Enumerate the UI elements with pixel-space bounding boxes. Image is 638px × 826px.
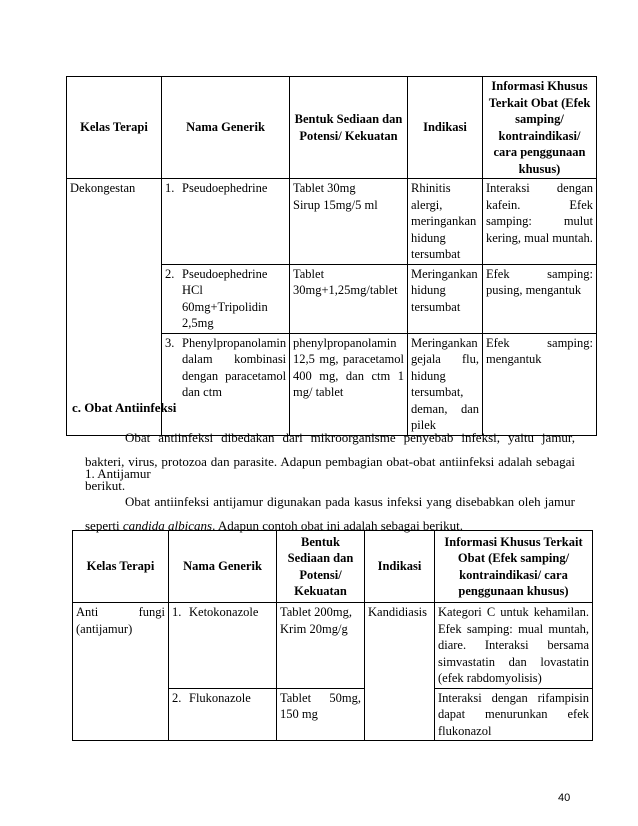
header-kelas-terapi: Kelas Terapi (67, 77, 162, 179)
generik-cell (169, 603, 277, 689)
generik-name: Ketokonazole (189, 605, 259, 619)
header-indikasi: Indikasi (365, 531, 435, 603)
header-indikasi: Indikasi (408, 77, 483, 179)
intro-paragraph (85, 426, 575, 498)
header-kelas-terapi: Kelas Terapi (73, 531, 169, 603)
indikasi-cell: Kandidiasis (365, 603, 435, 741)
info-cell: Interaksi dengan kafein. Efek samping: mulut kering, mual muntah. (483, 179, 597, 265)
generik-name: Flukonazole (189, 690, 251, 705)
bentuk-cell: Tablet 200mg, Krim 20mg/g (277, 603, 365, 689)
antijamur-line1: Obat antiinfeksi antijamur digunakan pada kasus infeksi yang disebabkan oleh jamur (125, 494, 575, 509)
item-number: 2. (165, 266, 175, 281)
info-cell: Efek samping: mengantuk (483, 333, 597, 435)
info-cell: Kategori C untuk kehamilan. Efek samping: mual muntah, diare. Interaksi bersama simvastatin dan lovastatin (efek rabdomyolisis) (435, 603, 593, 689)
antifungal-table (72, 530, 593, 741)
header-nama-generik: Nama Generik (169, 531, 277, 603)
kelas-terapi-cell: Anti fungi (antijamur) (73, 603, 169, 741)
indikasi-cell: Meringankan hidung tersumbat (408, 264, 483, 333)
header-bentuk-sediaan: Bentuk Sediaan dan Potensi/ Kekuatan (277, 531, 365, 603)
header-informasi-khusus: Informasi Khusus Terkait Obat (Efek samping/ kontraindikasi/ cara penggunaan khusus) (435, 531, 593, 603)
section-heading: c. Obat Antiinfeksi (72, 400, 177, 415)
generik-cell (162, 333, 290, 435)
table-header-row (67, 77, 597, 179)
table-header-row (73, 531, 593, 603)
antijamur-pre: seperti (85, 518, 123, 533)
subheading-antijamur: 1. Antijamur (85, 466, 151, 481)
item-number: 2. (172, 690, 182, 705)
indikasi-cell: Rhinitis alergi, meringankan hidung tersumbat (408, 179, 483, 265)
item-number: 3. (165, 335, 175, 350)
generik-name: Pseudoephedrine (182, 181, 268, 195)
intro-text: Obat antiinfeksi dibedakan dari mikroorganisme penyebab infeksi, yaitu jamur, bakteri, virus, protozoa dan parasite. Adapun pembagian obat-obat antiinfeksi adalah sebagai berikut. (85, 430, 575, 493)
bentuk-cell: phenylpropanolamin 12,5 mg, paracetamol 400 mg, dan ctm 1 mg/ tablet (290, 333, 408, 435)
bentuk-cell: Tablet 30mg Sirup 15mg/5 ml (290, 179, 408, 265)
decongestant-table (66, 76, 597, 436)
kelas-terapi-cell: Dekongestan (67, 179, 162, 436)
table-row (73, 603, 593, 689)
table-row (67, 179, 597, 265)
antijamur-post: . Adapun contoh obat ini adalah sebagai berikut. (212, 518, 463, 533)
bentuk-cell: Tablet 50mg, 150 mg (277, 688, 365, 741)
info-cell: Interaksi dengan rifampisin dapat menurunkan efek flukonazol (435, 688, 593, 741)
page-number: 40 (558, 792, 571, 804)
indikasi-cell: Meringankan gejala flu, hidung tersumbat, deman, dan pilek (408, 333, 483, 435)
info-cell: Efek samping: pusing, mengantuk (483, 264, 597, 333)
header-informasi-khusus: Informasi Khusus Terkait Obat (Efek samping/ kontraindikasi/ cara penggunaan khusus) (483, 77, 597, 179)
generik-cell (169, 688, 277, 741)
header-nama-generik: Nama Generik (162, 77, 290, 179)
generik-cell (162, 264, 290, 333)
generik-name: Phenylpropanolamin dalam kombinasi dengan paracetamol dan ctm (182, 335, 287, 399)
bentuk-cell: Tablet 30mg+1,25mg/tablet (290, 264, 408, 333)
header-bentuk-sediaan: Bentuk Sediaan dan Potensi/ Kekuatan (290, 77, 408, 179)
item-number: 1. (165, 181, 175, 195)
antijamur-italic: candida albicans (122, 518, 213, 533)
generik-cell (162, 179, 290, 265)
item-number: 1. (172, 605, 182, 619)
generik-name: Pseudoephedrine HCl 60mg+Tripolidin 2,5mg (182, 266, 268, 330)
